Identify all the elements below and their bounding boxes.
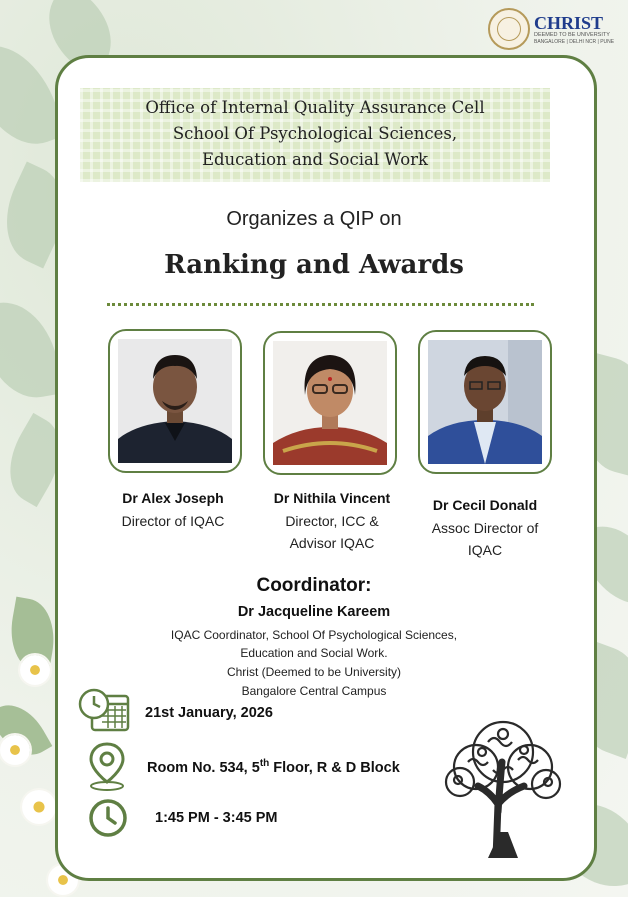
speaker-role-2-line-2: Advisor IQAC	[289, 535, 375, 551]
speaker-role-3-line-1: Assoc Director of	[431, 520, 539, 536]
banner-line-1: Office of Internal Quality Assurance Cell	[145, 98, 485, 117]
dotted-divider	[107, 303, 534, 306]
christ-university-logo	[488, 8, 614, 50]
coordinator-line-3: Christ (Deemed to be University)	[226, 665, 402, 679]
speaker-name-3: Dr Cecil Donald	[432, 497, 538, 513]
coordinator-line-1: IQAC Coordinator, School Of Psychological Sciences,	[170, 628, 458, 642]
coordinator-line-4: Bangalore Central Campus	[241, 684, 387, 698]
event-venue: Room No. 534, 5th Floor, R & D Block	[147, 758, 400, 776]
clock-icon	[87, 797, 129, 844]
logo-subtitle: DEEMED TO BE UNIVERSITY	[534, 31, 610, 38]
speaker-role-2-line-1: Director, ICC &	[285, 513, 379, 529]
logo-campuses: BANGALORE | DELHI NCR | PUNE	[534, 38, 615, 45]
speaker-name-1: Dr Alex Joseph	[122, 490, 224, 506]
banner-line-3: Education and Social Work	[201, 150, 429, 169]
banner-line-2: School Of Psychological Sciences,	[172, 124, 458, 143]
event-date: 21st January, 2026	[145, 705, 273, 721]
location-pin-icon	[86, 740, 128, 797]
office-banner	[80, 88, 550, 182]
event-time: 1:45 PM - 3:45 PM	[155, 810, 278, 826]
coordinator-line-2: Education and Social Work.	[240, 646, 388, 660]
event-title: Ranking and Awards	[164, 250, 464, 280]
speaker-photo-nithila-vincent	[263, 331, 397, 475]
tree-icon	[438, 712, 568, 863]
coordinator-name: Dr Jacqueline Kareem	[237, 604, 391, 620]
speaker-photo-cecil-donald	[418, 330, 552, 474]
speaker-role-3-line-2: IQAC	[467, 542, 503, 558]
coordinator-heading: Coordinator:	[256, 575, 372, 596]
logo-name: CHRIST	[534, 12, 604, 33]
organizes-text: Organizes a QIP on	[226, 208, 402, 230]
calendar-clock-icon	[78, 686, 130, 739]
university-seal-icon	[488, 8, 530, 50]
speaker-role-1: Director of IQAC	[121, 513, 225, 529]
speaker-photo-alex-joseph	[108, 329, 242, 473]
speaker-name-2: Dr Nithila Vincent	[273, 490, 391, 506]
